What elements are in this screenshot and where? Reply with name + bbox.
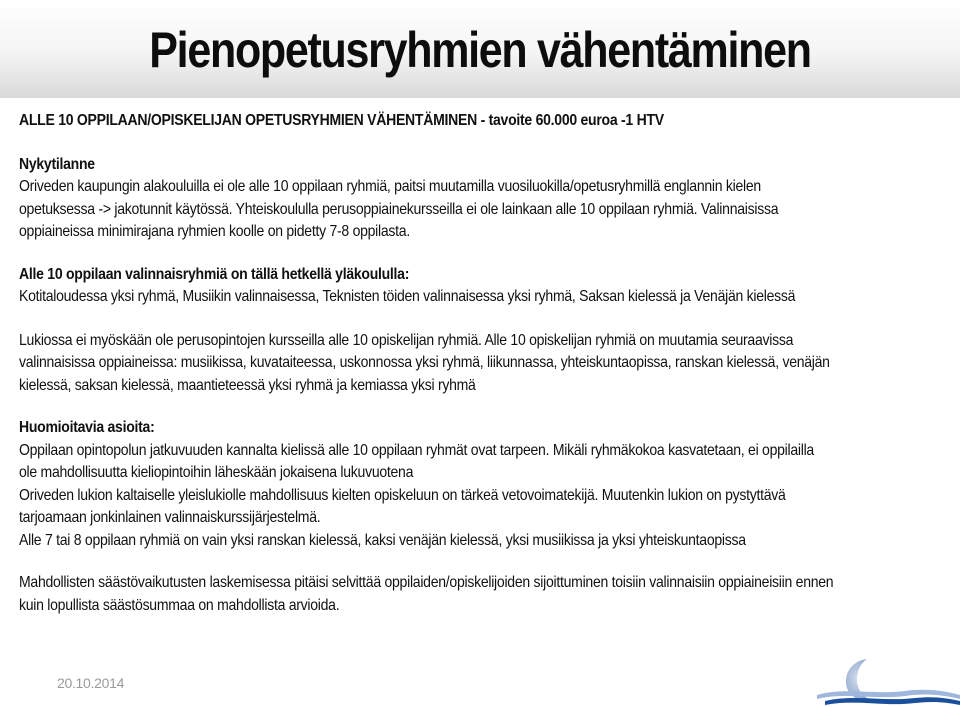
notes-line-3: Oriveden lukion kaltaiselle yleislukiolle mahdollisuus kielten opiskeluun on tärkeä vetovoimatekijä. Muutenkin lukion on pystyttävä <box>19 486 786 504</box>
notes-line-1: Oppilaan opintopolun jatkuvuuden kannalta kielissä alle 10 oppilaan ryhmät ovat tarpeen. Mikäli ryhmäkokoa kasvatetaan, ei oppilailla <box>19 441 814 459</box>
goal-line: ALLE 10 OPPILAAN/OPISKELIJAN OPETUSRYHMIEN VÄHENTÄMINEN - tavoite 60.000 euroa -1 HTV <box>19 112 664 129</box>
slide-body <box>19 110 865 617</box>
current-line-2: opetuksessa -> jakotunnit käytössä. Yhteiskoululla perusoppiainekursseilla ei ole lainkaan alle 10 oppilaan ryhmiä. Valinnaisissa <box>19 200 779 218</box>
yla-text: Kotitaloudessa yksi ryhmä, Musiikin valinnaisessa, Teknisten töiden valinnaisessa yksi ryhmä, Saksan kielessä ja Venäjän kielessä <box>19 288 796 305</box>
current-line-3: oppiaineissa minimirajana ryhmien koolle on pidetty 7-8 oppilasta. <box>19 223 410 240</box>
crescent-moon-logo <box>815 655 960 707</box>
summary-line-1: Mahdollisten säästövaikutusten laskemisessa pitäisi selvittää oppilaiden/opiskelijoiden sijoittuminen toisiin valinnaisiin oppiaineisiin ennen <box>19 574 834 591</box>
summary-line-2: kuin lopullista säästösummaa on mahdollista arvioida. <box>19 596 340 614</box>
lukio-line-1: Lukiossa ei myöskään ole perusopintojen kursseilla alle 10 opiskelijan ryhmiä. Alle 10 opiskelijan ryhmiä on muutamia seuraavissa <box>19 331 794 349</box>
current-heading: Nykytilanne <box>19 155 95 173</box>
lukio-line-2: valinnaisissa oppiaineissa: musiikissa, kuvataiteessa, uskonnossa yksi ryhmä, liikunnassa, yhteiskuntaopissa, ranskan kielessä, venäjän <box>19 354 830 371</box>
notes-line-4: tarjoamaan jonkinlainen valinnaiskurssijärjestelmä. <box>19 509 321 526</box>
yla-heading: Alle 10 oppilaan valinnaisryhmiä on tällä hetkellä yläkoululla: <box>19 265 410 283</box>
footer-date: 20.10.2014 <box>57 675 125 691</box>
notes-heading: Huomioitavia asioita: <box>19 419 155 436</box>
current-line-1: Oriveden kaupungin alakouluilla ei ole alle 10 oppilaan ryhmiä, paitsi muutamilla vuosiluokilla/opetusryhmillä englannin kielen <box>19 178 761 195</box>
wave-shape-2 <box>825 697 960 705</box>
notes-line-5: Alle 7 tai 8 oppilaan ryhmiä on vain yksi ranskan kielessä, kaksi venäjän kielessä, yksi musiikissa ja yksi yhteiskuntaopissa <box>19 531 746 549</box>
lukio-line-3: kielessä, saksan kielessä, maantieteessä yksi ryhmä ja kemiassa yksi ryhmä <box>19 376 476 394</box>
slide-title: Pienopetusryhmien vähentäminen <box>149 22 811 78</box>
notes-line-2: ole mahdollisuutta kieliopintoihin läheskään jokaisena lukuvuotena <box>19 464 414 481</box>
